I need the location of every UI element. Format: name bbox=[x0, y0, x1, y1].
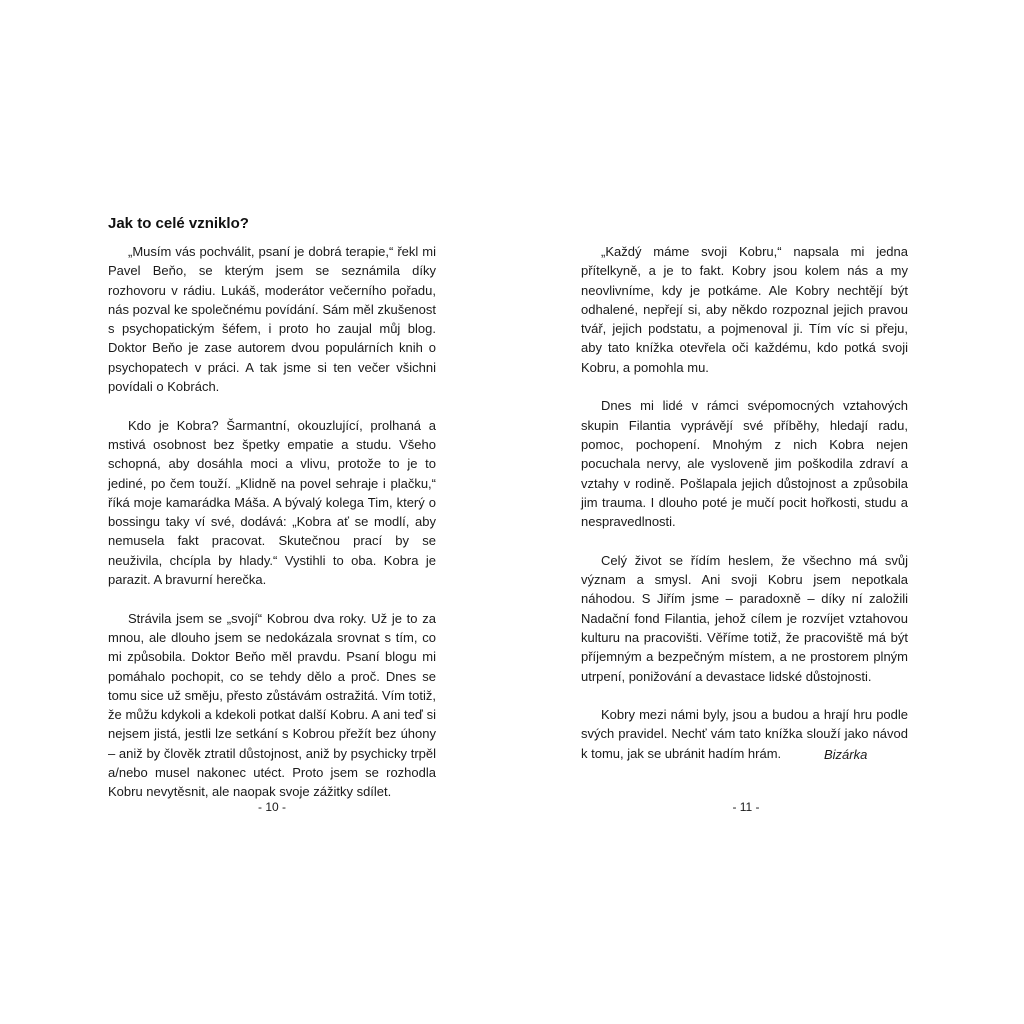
paragraph: Strávila jsem se „svojí“ Kobrou dva roky. Už je to za mnou, ale dlouho jsem se nedokázala srovnat s tím, co mi způsobila. Doktor Beňo měl pravdu. Psaní blogu mi pomáhalo pochopit, co se tehdy dělo a proč. Dnes se tomu sice už směju, přesto zůstávám ostražitá. Vím totiž, že můžu kdykoli a kdekoli potkat další Kobru. A ani teď si nejsem jistá, jestli lze setkání s Kobrou přežít bez úhony – aniž by člověk ztratil důstojnost, aniž by psychicky trpěl a/nebo musel nakonec utéct. Proto jsem se rozhodla Kobru nevytěsnit, ale naopak svoje zážitky sdílet. bbox=[108, 610, 437, 800]
paragraph: „Každý máme svoji Kobru,“ napsala mi jedna přítelkyně, a je to fakt. Kobry jsou kolem nás a my neovlivníme, kdy je potkáme. Ale Kobry nechtějí být odhalené, nepřejí si, aby někdo rozpoznal jejich pravou tvář, jejich podstatu, a pojmenoval ji. Tím víc si přeju, aby tato knížka otevřela oči každému, kdo potká svoji Kobru, a pomohla mu. bbox=[581, 244, 908, 375]
chapter-heading: Jak to celé vzniklo? bbox=[108, 215, 249, 232]
paragraph: Kdo je Kobra? Šarmantní, okouzlující, prolhaná a mstivá osobnost bez špetky empatie a studu. Všeho schopná, aby dosáhla moci a vlivu, protože to je to jediné, po čem touží. „Klidně na povel sehraje i plačku,“ říká moje kamarádka Máša. A bývalý kolega Tim, který o bossingu taky ví své, dodává: „Kobra ať se modlí, aby nemusela fakt pracovat. Skutečnou prací by se neuživila, chcípla by hlady.“ Vystihli to oba. Kobra je parazit. A bravurní herečka. bbox=[108, 417, 436, 588]
right-text-block bbox=[581, 242, 908, 763]
author-signature: Bizárka bbox=[824, 747, 868, 762]
left-text-block bbox=[108, 242, 436, 802]
page-number: - 10 - bbox=[257, 800, 286, 814]
paragraph: „Musím vás pochválit, psaní je dobrá terapie,“ řekl mi Pavel Beňo, se kterým jsem se seznámila díky rozhovoru v rádiu. Lukáš, moderátor večerního pořadu, nás pozval ke společnému povídání. Sám měl zkušenost s psychopatickým šéfem, i proto ho zaujal můj blog. Doktor Beňo je zase autorem dvou populárních knih o psychopatech v práci. A tak jsme si ten večer všichni povídali o Kobrách. bbox=[108, 244, 436, 395]
paragraph: Dnes mi lidé v rámci svépomocných vztahových skupin Filantia vyprávějí své příběhy, hledají radu, pomoc, pochopení. Mnohým z nich Kobra nejen pocuchala nervy, ale vysloveně jim poškodila zdraví a vztahy v rodině. Pošlapala jejich důstojnost a způsobila jim trauma. I dlouho poté je mučí pocit hořkosti, studu a nespravedlnosti. bbox=[581, 398, 908, 530]
paragraph: Celý život se řídím heslem, že všechno má svůj význam a smysl. Ani svoji Kobru jsem nepotkala náhodou. S Jiřím jsme – paradoxně – díky ní založili Nadační fond Filantia, jehož cílem je rozvíjet vztahovou kulturu na pracovišti. Věříme totiž, že pracoviště má být příjemným a bezpečným místem, a ne prostorem plným utrpení, ponižování a devastace lidské důstojnosti. bbox=[581, 552, 908, 684]
page-number: - 11 - bbox=[732, 800, 760, 814]
right-page bbox=[512, 0, 1024, 1024]
paragraph: Kobry mezi námi byly, jsou a budou a hrají hru podle svých pravidel. Nechť vám tato knížka slouží jako návod k tomu, jak se ubránit hadím hrám. bbox=[581, 707, 908, 761]
